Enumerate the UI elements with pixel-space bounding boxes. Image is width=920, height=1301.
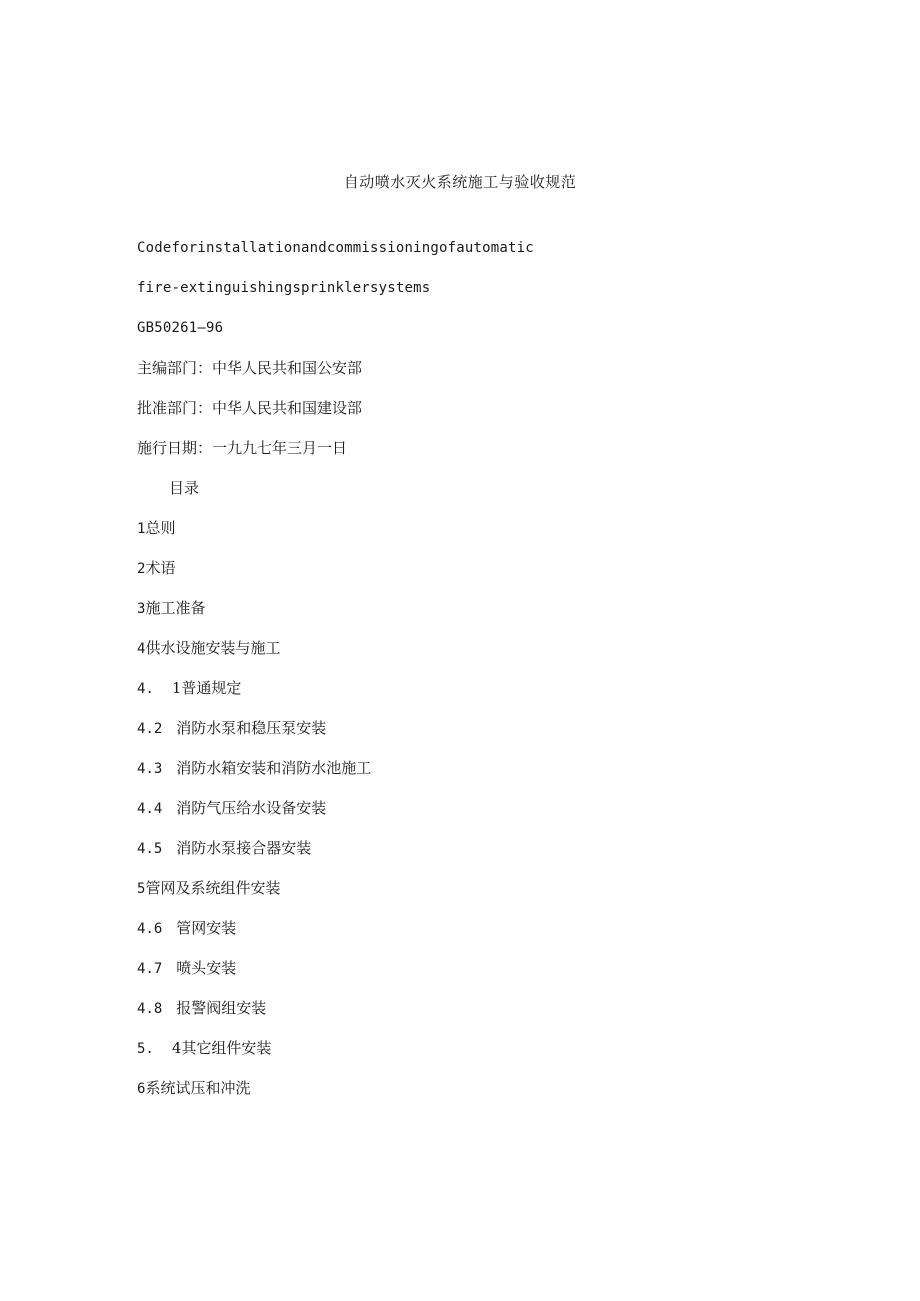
toc-item [137, 1038, 271, 1059]
toc-item-label: 1普通规定 [171, 679, 242, 697]
toc-item-label: 管网及系统组件安装 [145, 879, 281, 897]
toc-item-number: 2 [137, 561, 146, 577]
toc-item-number: 4 [137, 641, 146, 657]
toc-item-label: 管网安装 [176, 919, 237, 937]
toc-item-label: 消防水泵和稳压泵安装 [176, 719, 327, 737]
toc-item-number: 4.7 [137, 961, 163, 977]
toc-item [137, 798, 326, 819]
toc-item-label: 总则 [145, 519, 176, 537]
toc-item-number: 6 [137, 1081, 146, 1097]
toc-item-number: 5. [137, 1041, 154, 1057]
english-title-line-1: Codeforinstallationandcommissioningofautomatic [137, 240, 534, 256]
toc-item-label: 系统试压和冲洗 [145, 1079, 251, 1097]
toc-item [137, 558, 175, 579]
toc-item-number: 1 [137, 521, 146, 537]
editor-department: 主编部门：中华人民共和国公安部 [137, 359, 363, 377]
document-title: 自动喷水灭火系统施工与验收规范 [343, 173, 577, 191]
toc-item-number: 4.2 [137, 721, 163, 737]
toc-item-number: 4.6 [137, 921, 163, 937]
toc-item [137, 758, 371, 779]
toc-item-label: 消防水泵接合器安装 [176, 839, 312, 857]
toc-item-number: 4.8 [137, 1001, 163, 1017]
toc-item [137, 878, 280, 899]
english-title-line-2: fire-extinguishingsprinklersystems [137, 280, 431, 296]
toc-item-number: 5 [137, 881, 146, 897]
toc-item [137, 838, 311, 859]
toc-item [137, 1078, 250, 1099]
toc-item [137, 678, 241, 699]
toc-item-number: 4. [137, 681, 154, 697]
toc-item-label: 消防水箱安装和消防水池施工 [176, 759, 372, 777]
approval-department: 批准部门：中华人民共和国建设部 [137, 399, 363, 417]
standard-code: GB50261—96 [137, 320, 224, 336]
toc-item-label: 报警阀组安装 [176, 999, 267, 1017]
toc-item [137, 998, 266, 1019]
toc-item-number: 4.3 [137, 761, 163, 777]
toc-item-label: 供水设施安装与施工 [145, 639, 281, 657]
toc-item-label: 术语 [145, 559, 176, 577]
toc-item [137, 958, 236, 979]
toc-heading: 目录 [169, 479, 200, 497]
toc-item-label: 4其它组件安装 [171, 1039, 272, 1057]
toc-item [137, 598, 205, 619]
effective-date: 施行日期：一九九七年三月一日 [137, 439, 348, 457]
toc-item-label: 喷头安装 [176, 959, 237, 977]
toc-item [137, 918, 236, 939]
toc-item-label: 施工准备 [145, 599, 206, 617]
toc-item-label: 消防气压给水设备安装 [176, 799, 327, 817]
toc-item-number: 4.4 [137, 801, 163, 817]
toc-item [137, 638, 280, 659]
toc-item [137, 518, 175, 539]
toc-item-number: 4.5 [137, 841, 163, 857]
toc-item-number: 3 [137, 601, 146, 617]
toc-item [137, 718, 326, 739]
